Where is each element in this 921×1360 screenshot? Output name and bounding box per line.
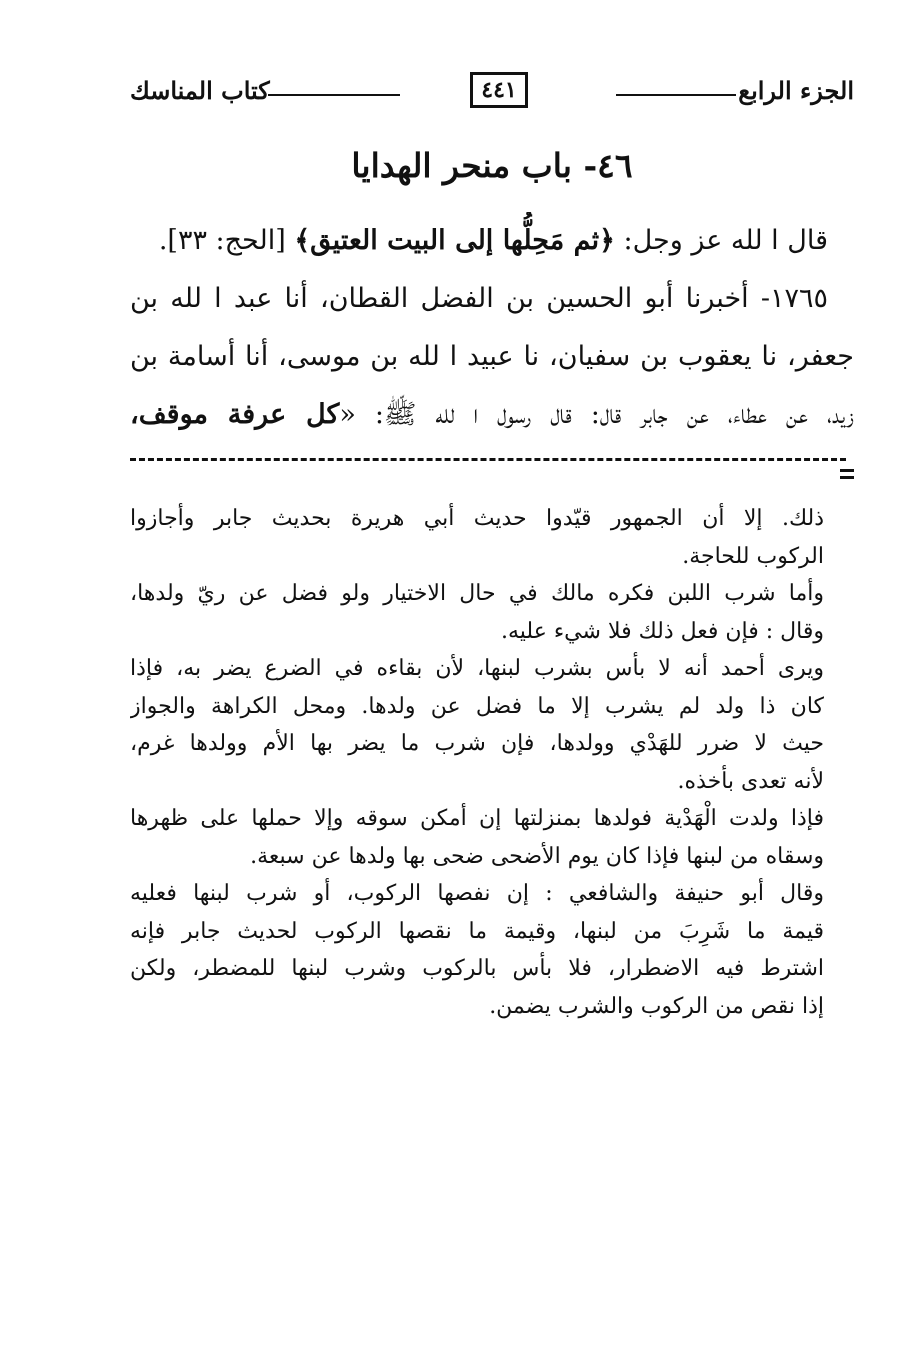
header-rule-right bbox=[616, 94, 736, 96]
footnote-line: فإذا ولدت الْهَدْية فولدها بمنزلتها إن أمكن سوقه وإلا حملها على ظهرها bbox=[130, 806, 824, 831]
footnote-line: وسقاه من لبنها فإذا كان يوم الأضحى ضحى بها ولدها عن سبعة. bbox=[250, 843, 824, 869]
footnote-line: إذا نقص من الركوب والشرب يضمن. bbox=[489, 993, 824, 1019]
main-text bbox=[130, 212, 854, 444]
book-label: كتاب المناسك bbox=[130, 76, 270, 105]
header-rule-left bbox=[268, 94, 400, 96]
hadith-line-1: ١٧٦٥- أخبرنا أبو الحسين بن الفضل القطان، أنا عبد ا لله بن bbox=[130, 283, 828, 314]
quran-verse: ﴿ثم مَحِلُّها إلى البيت العتيق﴾ bbox=[294, 225, 615, 256]
footnote-line: ذلك. إلا أن الجمهور قيّدوا حديث أبي هريرة بحديث جابر وأجازوا bbox=[130, 506, 824, 531]
verse-reference: [الحج: ٣٣]. bbox=[158, 225, 295, 256]
running-header bbox=[130, 72, 854, 112]
hadith-line-3 bbox=[130, 386, 854, 444]
footnote-line: حيث لا ضرر للهَدْي وولدها، فإن شرب ما يضر بها الأم وولدها غرم، bbox=[130, 731, 824, 756]
footnote-line: كان ذا ولد لم يشرب إلا ما فضل عن ولدها. ومحل الكراهة والجواز bbox=[130, 693, 824, 719]
footnote-line: وقال أبو حنيفة والشافعي : إن نفصها الركوب، أو شرب لبنها فعليه bbox=[130, 881, 824, 906]
verse-line bbox=[130, 212, 854, 270]
footnote-line: الركوب للحاجة. bbox=[682, 543, 824, 569]
footnote-line: وقال : فإن فعل ذلك فلا شيء عليه. bbox=[501, 618, 824, 644]
volume-label: الجزء الرابع bbox=[738, 76, 854, 105]
hadith-line-2: جعفر، نا يعقوب بن سفيان، نا عبيد ا لله بن موسى، أنا أسامة بن bbox=[130, 341, 854, 372]
chapter-title: ٤٦- باب منحر الهدايا bbox=[351, 146, 633, 185]
footnote-line: لأنه تعدى بأخذه. bbox=[677, 768, 824, 794]
footnote-separator bbox=[130, 458, 846, 461]
footnote-line: وأما شرب اللبن فكره مالك في حال الاختيار ولو فضل عن ريّ ولدها، bbox=[130, 581, 824, 606]
page-number: ٤٤١ bbox=[470, 72, 528, 108]
footnote-line: اشترط فيه الاضطرار، فلا بأس بالركوب وشرب لبنها للمضطر، ولكن bbox=[130, 956, 824, 981]
footnote-line: قيمة ما شَرِبَ من لبنها، وقيمة ما نقصها الركوب لحديث جابر فإنه bbox=[130, 918, 824, 944]
hadith-text: كل عرفة موقف، bbox=[130, 399, 340, 430]
hadith-chain-end: زيد، عن عطاء، عن جابر قال: قال رسول ا لله ﷺ: « bbox=[339, 399, 854, 430]
footnotes bbox=[130, 500, 824, 1025]
footnote-line: ويرى أحمد أنه لا بأس بشرب لبنها، لأن بقاءه في الضرع يضر به، فإذا bbox=[130, 656, 824, 681]
book-page bbox=[130, 60, 854, 1340]
verse-intro: قال ا لله عز وجل: bbox=[614, 225, 828, 256]
separator-mark bbox=[840, 469, 854, 479]
